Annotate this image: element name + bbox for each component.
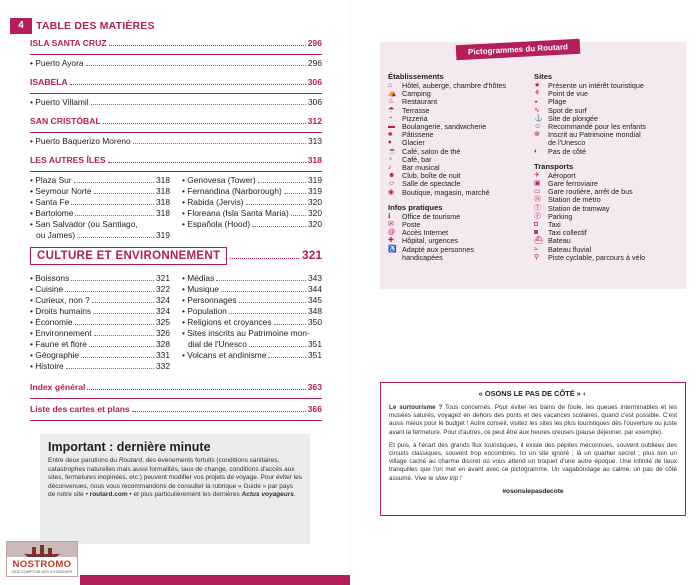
toc-section-page: 363 — [307, 382, 322, 392]
toc-item-label: • Sites inscrits au Patrimoine mon- — [182, 328, 310, 338]
culture-list — [30, 273, 322, 372]
toc-item-puerto-baquerizo[interactable] — [30, 136, 322, 147]
toc-item-label: • Genovesa (Tower) — [182, 175, 256, 185]
toc-section-page: 296 — [307, 38, 322, 48]
etablissements-label: Pâtisserie — [402, 130, 434, 140]
leader-dots — [66, 362, 154, 369]
toc-item-label: • Floreana (Isla Santa Maria) — [182, 208, 289, 218]
transports-pictogram-icon: ≈ — [534, 245, 538, 253]
toc-section-title: Index général — [30, 382, 86, 392]
toc-item[interactable] — [30, 284, 170, 295]
leader-dots — [81, 351, 154, 358]
sites-pictogram-icon: ◒ — [534, 98, 539, 106]
sites-item — [534, 148, 684, 156]
section-rule — [30, 54, 322, 55]
toc-item-page: 320 — [308, 197, 322, 207]
toc-item[interactable] — [30, 306, 170, 317]
osons-text: Tous concernés. Pour éviter les bains de foule, les queues interminables et les musées saturés, voyagez en dehors des ponts et des vacances scolaires, quand c'est possible. C'est aussi mieux pour le budget ! Autre conseil, visitez les sites les plus touristiques dès l'ouverture ou juste avant la fermeture. Pour d'autres, ce peut être aux heures creuses (pause déjeuner, par exemple). — [389, 404, 677, 436]
toc-item[interactable] — [182, 219, 322, 230]
toc-item-page: 344 — [308, 284, 322, 294]
toc-item-wrapped[interactable] — [182, 328, 322, 339]
osons-title-text: « OSONS LE PAS DE CÔTÉ » — [478, 389, 581, 398]
etablissements-pictogram-icon: ☕ — [388, 147, 397, 155]
toc-section-page: 318 — [307, 155, 322, 165]
toc-item-page: 343 — [308, 273, 322, 283]
toc-section-culture[interactable] — [30, 247, 322, 265]
table-of-contents — [30, 38, 322, 424]
etablissements-label: Terrasse — [402, 105, 430, 115]
toc-section-title: SAN CRISTÓBAL — [30, 116, 101, 126]
toc-item[interactable] — [30, 339, 170, 350]
culture-title-box: CULTURE ET ENVIRONNEMENT — [30, 247, 227, 265]
bottom-color-strip — [80, 575, 350, 585]
important-text-part: • et plus particulièrement les dernières — [127, 491, 242, 499]
sites-label: de l'Unesco — [548, 138, 586, 148]
etablissements-label: Boutique, magasin, marché — [402, 187, 490, 197]
toc-item[interactable] — [30, 186, 170, 197]
infos-label: handicapées — [402, 252, 443, 262]
sites-heading: Sites — [534, 72, 553, 81]
etablissements-label: Bar musical — [402, 163, 440, 173]
toc-item[interactable] — [30, 273, 170, 284]
toc-section-title: ISLA SANTA CRUZ — [30, 38, 107, 48]
osons-paragraph-2 — [389, 442, 677, 483]
leader-dots — [94, 187, 154, 194]
transports-list — [534, 172, 684, 262]
autres-iles-list — [30, 175, 322, 241]
leader-dots — [109, 39, 306, 46]
page-number: 4 — [10, 18, 32, 34]
toc-item-page: 328 — [156, 339, 170, 349]
leader-dots — [92, 296, 154, 303]
etablissements-label: Pizzeria — [402, 113, 428, 123]
leader-dots — [71, 198, 154, 205]
toc-section-san-cristobal[interactable] — [30, 116, 322, 129]
etablissements-pictogram-icon: ♣ — [388, 131, 393, 139]
toc-item-page: 318 — [156, 186, 170, 196]
leader-dots — [74, 176, 154, 183]
leader-dots — [221, 285, 306, 292]
transports-pictogram-icon: ▣ — [534, 180, 541, 188]
toc-item-page: 306 — [308, 97, 322, 107]
toc-item[interactable] — [182, 317, 322, 328]
toc-item[interactable] — [30, 208, 170, 219]
transports-label: Piste cyclable, parcours à vélo — [548, 252, 646, 262]
transports-pictogram-icon: ⛴ — [534, 237, 543, 245]
etablissements-label: Hôtel, auberge, chambre d'hôtes — [402, 81, 507, 90]
infos-list — [388, 213, 530, 262]
transports-pictogram-icon: Ⓜ — [534, 196, 541, 204]
toc-item[interactable] — [30, 175, 170, 186]
ship-icon — [20, 544, 64, 557]
sites-pictogram-icon: ◐ — [534, 147, 539, 155]
sites-pictogram-icon: ☺ — [534, 123, 542, 131]
toc-item-page: 345 — [308, 295, 322, 305]
autres-iles-left-column — [30, 175, 170, 241]
sites-label: Inscrit au Patrimoine mondial — [548, 130, 641, 140]
section-rule — [30, 171, 322, 172]
infos-item — [388, 254, 530, 262]
toc-item-page: 332 — [156, 361, 170, 371]
routard-link[interactable]: routard.com — [89, 491, 128, 499]
infos-pictogram-icon: ✉ — [388, 221, 394, 229]
toc-item-label: • Puerto Ayora — [30, 58, 84, 68]
transports-label: Station de métro — [548, 195, 601, 205]
leader-dots — [89, 340, 154, 347]
osons-title — [389, 389, 677, 398]
toc-item-label: • Droits humains — [30, 306, 92, 316]
culture-left-column — [30, 273, 170, 372]
leader-dots — [230, 249, 299, 259]
transports-label: Gare routière, arrêt de bus — [548, 187, 633, 197]
toc-item-label: • Puerto Villamil — [30, 97, 89, 107]
leader-dots — [108, 156, 306, 163]
etablissements-label: Restaurant — [402, 97, 438, 107]
page-gutter — [350, 0, 351, 585]
sites-pictogram-icon: ∿ — [534, 106, 540, 114]
sites-label: Présente un intérêt touristique — [548, 81, 644, 90]
toc-item[interactable] — [30, 361, 170, 372]
toc-item-label: ou James) — [36, 230, 76, 240]
toc-section-cartes[interactable] — [30, 404, 322, 417]
transports-pictogram-icon: ◘ — [534, 221, 539, 229]
leader-dots — [291, 209, 306, 216]
toc-item[interactable] — [30, 317, 170, 328]
toc-item-label: • Bartolome — [30, 208, 74, 218]
transports-label: Taxi collectif — [548, 228, 587, 238]
toc-item-page: 296 — [308, 58, 322, 68]
etablissements-pictogram-icon: ♦ — [388, 139, 392, 147]
page-title: TABLE DES MATIÈRES — [36, 20, 155, 32]
leader-dots — [75, 209, 154, 216]
toc-item[interactable] — [182, 175, 322, 186]
transports-label: Parking — [548, 211, 573, 221]
sites-pictogram-icon: ⚓ — [534, 114, 543, 122]
toc-item-label: • Puerto Baquerizo Moreno — [30, 136, 131, 146]
leader-dots — [87, 383, 305, 390]
etablissements-pictogram-icon: ▬ — [388, 123, 395, 131]
leader-dots — [70, 78, 306, 85]
toc-section-autres-iles[interactable] — [30, 155, 322, 168]
leader-dots — [258, 176, 306, 183]
toc-section-isabela[interactable] — [30, 77, 322, 90]
toc-item-label: • Rabida (Jervis) — [182, 197, 244, 207]
section-rule — [30, 93, 322, 94]
leader-dots — [246, 198, 306, 205]
leader-dots — [71, 274, 154, 281]
etablissements-pictogram-icon: ♀ — [388, 155, 394, 163]
toc-item[interactable] — [30, 197, 170, 208]
sites-label: Plage — [548, 97, 567, 107]
sites-pictogram-icon: ★ — [534, 82, 541, 89]
transports-label: Gare ferroviaire — [548, 179, 598, 189]
infos-heading: Infos pratiques — [388, 202, 443, 212]
infos-pictogram-icon: @ — [388, 229, 396, 237]
osons-box — [380, 382, 686, 516]
transports-label: Bateau fluvial — [548, 244, 592, 254]
toc-item-label: • Fernandina (Narborough) — [182, 186, 282, 196]
sites-label: Pas de côté — [548, 146, 586, 156]
toc-item[interactable] — [182, 186, 322, 197]
etablissements-pictogram-icon: ♨ — [388, 98, 395, 106]
logo-subtitle: VIDE-COMPTOIR DES VOYAGEURS — [11, 570, 73, 574]
leader-dots — [91, 98, 306, 105]
transports-pictogram-icon: ▭ — [534, 188, 541, 196]
toc-item-page: 326 — [156, 328, 170, 338]
sites-pictogram-icon: ⊕ — [534, 131, 540, 139]
leader-dots — [239, 296, 306, 303]
toc-section-title: Liste des cartes et plans — [30, 404, 130, 414]
etablissements-pictogram-icon: ◉ — [388, 188, 395, 196]
sites-label: Site de plongée — [548, 113, 598, 123]
toc-item[interactable] — [182, 350, 322, 361]
etablissements-pictogram-icon: ☻ — [388, 172, 396, 180]
osons-text: Et puis, à l'écart des grands flux touristiques, il existe des pépites méconnues, souvent oubliées des circuits classiques, souvent trop encombrés. Ici un site ignoré ; là un quartier secret ; plus loin un village caché au charme discret où vous attend un troquet d'une autre époque. Une infinité de lieux tranquilles que l'on met en avant avec ce pictogramme. Un vagabondage au calme, un pas de côté assumé. Vive le — [389, 441, 677, 482]
toc-section-page: 312 — [307, 116, 322, 126]
toc-item-page: 325 — [156, 317, 170, 327]
leader-dots — [284, 187, 306, 194]
toc-section-page: 321 — [301, 248, 322, 262]
infos-pictogram-icon: ♿ — [388, 245, 397, 253]
infos-label: Hôpital, urgences — [402, 236, 458, 246]
toc-section-title: LES AUTRES ÎLES — [30, 155, 106, 165]
important-text-part: . — [293, 491, 296, 499]
leader-dots — [93, 307, 154, 314]
osons-lead: Le surtourisme ? — [389, 404, 443, 411]
sites-label: Point de vue — [548, 89, 588, 99]
toc-section-index[interactable] — [30, 382, 322, 395]
toc-item[interactable] — [182, 197, 322, 208]
toc-item-page: 320 — [308, 219, 322, 229]
leader-dots — [86, 59, 306, 66]
toc-item-page: 321 — [156, 273, 170, 283]
sites-label: Spot de surf — [548, 105, 587, 115]
toc-item[interactable] — [182, 339, 322, 350]
toc-item-label: • Santa Fe — [30, 197, 70, 207]
toc-item-label: • Boissons — [30, 273, 70, 283]
toc-item[interactable] — [182, 295, 322, 306]
osons-italic: slow trip ! — [435, 474, 462, 482]
transports-pictogram-icon: Ⓟ — [534, 212, 541, 220]
etablissements-pictogram-icon: ☂ — [388, 106, 395, 114]
important-text-italic: Routard — [118, 457, 142, 464]
sites-pictogram-icon: ⚘ — [534, 90, 541, 98]
important-notice-box — [40, 434, 310, 544]
page-header — [10, 18, 344, 34]
toc-item-label: • Seymour Norte — [30, 186, 92, 196]
etablissements-label: Glacier — [402, 138, 425, 148]
toc-item-label: • Histoire — [30, 361, 64, 371]
toc-item-page: 318 — [156, 197, 170, 207]
toc-item-label: • Volcans et andinisme — [182, 350, 267, 360]
infos-pictogram-icon: ℹ — [388, 212, 391, 220]
toc-item-wrapped[interactable] — [30, 219, 170, 230]
transports-label: Aéroport — [548, 170, 576, 180]
toc-item-page: 319 — [308, 186, 322, 196]
toc-item-page: 318 — [156, 208, 170, 218]
leader-dots — [249, 340, 306, 347]
leader-dots — [252, 220, 306, 227]
section-rule — [30, 398, 322, 399]
toc-item-label: dial de l'Unesco — [188, 339, 247, 349]
sites-label: Recommandé pour les enfants — [548, 122, 646, 132]
toc-item-puerto-ayora[interactable] — [30, 58, 322, 69]
toc-item-page: 319 — [156, 230, 170, 240]
toc-item-label: • Médias — [182, 273, 215, 283]
leader-dots — [274, 318, 306, 325]
toc-item-page: 324 — [156, 295, 170, 305]
leader-dots — [216, 274, 306, 281]
important-text-part: Entre deux parutions du — [48, 457, 119, 464]
etablissements-label: Salle de spectacle — [402, 179, 461, 189]
toc-item[interactable] — [30, 230, 170, 241]
toc-item[interactable] — [30, 328, 170, 339]
toc-item-page: 313 — [308, 136, 322, 146]
infos-label: Poste — [402, 220, 421, 230]
toc-item-page: 350 — [308, 317, 322, 327]
leader-dots — [229, 307, 306, 314]
toc-item-label: • Cuisine — [30, 284, 64, 294]
toc-item-page: 320 — [308, 208, 322, 218]
important-text — [48, 457, 302, 500]
logo-banner — [7, 542, 77, 557]
leaf-icon: ◐ — [582, 389, 588, 398]
section-rule — [30, 132, 322, 133]
leader-dots — [75, 318, 155, 325]
toc-item-label: • Musique — [182, 284, 219, 294]
toc-item[interactable] — [30, 295, 170, 306]
toc-item-label: • Curieux, non ? — [30, 295, 90, 305]
toc-item-label: • Économie — [30, 317, 73, 327]
leader-dots — [133, 137, 306, 144]
toc-item-page: 322 — [156, 284, 170, 294]
nostromo-logo — [6, 541, 78, 577]
infos-label: Accès Internet — [402, 228, 448, 238]
transports-pictogram-icon: ⚲ — [534, 253, 540, 261]
transports-item — [534, 254, 684, 262]
transports-heading: Transports — [534, 161, 574, 171]
transports-label: Station de tramway — [548, 203, 610, 213]
toc-item-label: • Religions et croyances — [182, 317, 272, 327]
infos-label: Adapté aux personnes — [402, 244, 474, 254]
toc-item-page: 319 — [308, 175, 322, 185]
section-rule — [30, 420, 322, 421]
toc-item[interactable] — [182, 284, 322, 295]
etablissements-pictogram-icon: ⌂ — [388, 82, 393, 89]
toc-section-santa-cruz[interactable] — [30, 38, 322, 51]
etablissements-label: Boulangerie, sandwicherie — [402, 122, 487, 132]
logo-name: NOSTROMO — [12, 559, 72, 570]
etablissements-label: Café, bar — [402, 154, 432, 164]
transports-pictogram-icon: ◙ — [534, 229, 539, 237]
toc-item-page: 331 — [156, 350, 170, 360]
pictogram-left-column — [388, 72, 530, 262]
etablissements-pictogram-icon: ☺ — [388, 180, 396, 188]
leader-dots — [77, 231, 154, 238]
transports-label: Taxi — [548, 220, 561, 230]
leader-dots — [132, 405, 306, 412]
toc-item[interactable] — [182, 208, 322, 219]
etablissements-label: Club, boîte de nuit — [402, 171, 461, 181]
sites-list — [534, 82, 684, 156]
osons-hashtag: #osonslepasdecote — [502, 487, 564, 495]
toc-item-label: • Plaza Sur — [30, 175, 72, 185]
pictogram-right-column — [534, 72, 684, 262]
culture-right-column — [182, 273, 322, 372]
toc-item-label: • Faune et flore — [30, 339, 87, 349]
transports-label: Bateau — [548, 236, 571, 246]
autres-iles-right-column — [182, 175, 322, 241]
leader-dots — [268, 351, 306, 358]
etablissements-heading: Établissements — [388, 72, 444, 81]
toc-item-page: 318 — [156, 175, 170, 185]
etablissements-label: Camping — [402, 89, 431, 99]
toc-item-label: • Géographie — [30, 350, 80, 360]
toc-item-page: 348 — [308, 306, 322, 316]
transports-pictogram-icon: ✈ — [534, 171, 540, 179]
toc-item[interactable] — [182, 273, 322, 284]
toc-item-label: • Environnement — [30, 328, 92, 338]
infos-label: Office de tourisme — [402, 211, 461, 221]
etablissements-label: Café, salon de thé — [402, 146, 461, 156]
toc-item-label: • Española (Hood) — [182, 219, 251, 229]
transports-pictogram-icon: Ⓣ — [534, 204, 541, 212]
toc-item-label: • Personnages — [182, 295, 237, 305]
leader-dots — [94, 329, 154, 336]
toc-section-title: ISABELA — [30, 77, 68, 87]
important-text-part: , des événements fortuits (conditions sanitaires, catastrophes naturelles mais aussi formalités, taux de change, conditions d'accès aux sites, fermetures inopinées, etc.) peuvent modifier vos projets de voyage. Pour éviter les déconvenues, nous vous recommandons de consulter la rubrique « Guide » par pays de notre site • — [48, 457, 302, 499]
toc-section-page: 306 — [307, 77, 322, 87]
important-title: Important : dernière minute — [48, 440, 211, 454]
leader-dots — [65, 285, 154, 292]
toc-item-page: 351 — [308, 339, 322, 349]
leader-dots — [103, 117, 306, 124]
actus-voyageurs-link[interactable]: Actus voyageurs — [241, 491, 294, 499]
osons-paragraph-1 — [389, 404, 677, 437]
toc-item-label: • San Salvador (ou Santiago, — [30, 219, 138, 229]
toc-item-puerto-villamil[interactable] — [30, 97, 322, 108]
etablissements-pictogram-icon: ♪ — [388, 164, 392, 172]
etablissements-item — [388, 189, 530, 197]
toc-item-page: 351 — [308, 350, 322, 360]
etablissements-list — [388, 82, 530, 197]
toc-section-page: 366 — [307, 404, 322, 414]
toc-item[interactable] — [182, 306, 322, 317]
etablissements-pictogram-icon: ◔ — [388, 114, 393, 122]
etablissements-pictogram-icon: ⛺ — [388, 90, 397, 98]
toc-item-label: • Population — [182, 306, 227, 316]
toc-item[interactable] — [30, 350, 170, 361]
toc-item-page: 324 — [156, 306, 170, 316]
infos-pictogram-icon: ✚ — [388, 237, 394, 245]
pictogram-legend-title: Pictogrammes du Routard — [456, 39, 581, 60]
